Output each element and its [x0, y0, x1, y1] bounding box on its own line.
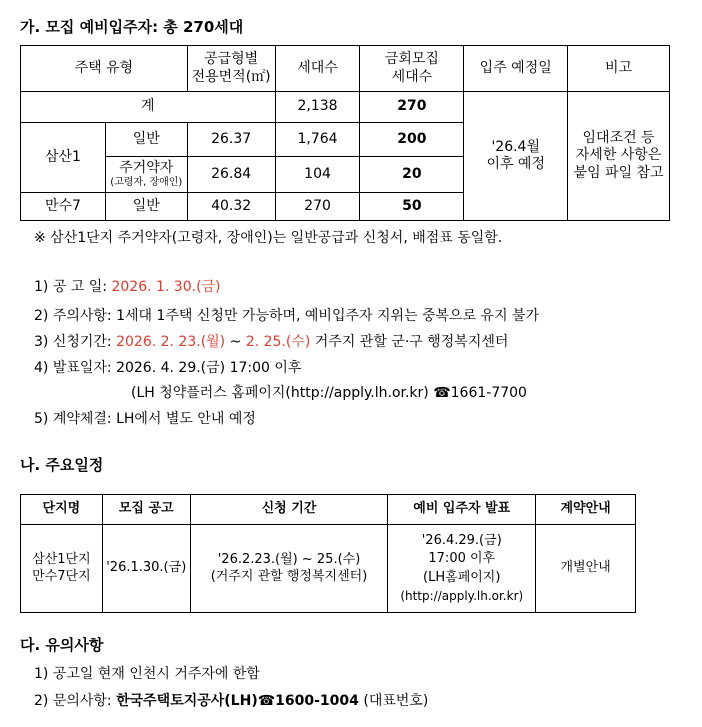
item-apply-label: 3) 신청기간: [34, 334, 117, 350]
move-in-line1: '26.4월 [491, 138, 540, 155]
recruitment-table [20, 45, 670, 221]
note-text: ※ 삼산1단지 주거약자(고령자, 장애인)는 일반공급과 신청서, 배점표 동일함. [34, 230, 503, 246]
row-units: 104 [275, 157, 360, 193]
sched-complex-line2: 만수7단지 [32, 568, 91, 584]
sched-complex-line1: 삼산1단지 [32, 552, 91, 568]
row-area: 40.32 [187, 193, 275, 221]
item-apply-place: 거주지 관할 군·구 행정복지센터 [310, 334, 509, 350]
caution-inquiry-phone: 한국주택토지공사(LH)☎1600-1004 [116, 693, 359, 709]
row-type-elderly [105, 157, 187, 193]
caution-item-2 [34, 690, 428, 710]
sched-contract: 개별안내 [536, 525, 636, 613]
row-recruit: 200 [360, 123, 464, 157]
remark-line1: 임대조건 등 [582, 129, 655, 146]
row-type-elderly-line2: (고령자, 장애인) [110, 177, 183, 188]
schedule-table [20, 494, 636, 613]
header-move-in: 입주 예정일 [464, 46, 568, 92]
table-header-row [21, 46, 670, 92]
header-area-line1: 공급형별 [204, 51, 259, 67]
sched-announce [388, 525, 536, 613]
item-notice-label: 1) 공 고 일: [34, 279, 112, 295]
schedule-row [21, 525, 636, 613]
move-in-date [464, 92, 568, 221]
sched-period [190, 525, 388, 613]
sched-header-announce: 예비 입주자 발표 [388, 495, 536, 525]
row-units: 270 [275, 193, 360, 221]
header-recruit [360, 46, 464, 92]
item-apply-period [34, 331, 508, 351]
total-units: 2,138 [275, 92, 360, 123]
total-label: 계 [21, 92, 276, 123]
row-type: 일반 [105, 123, 187, 157]
sched-complex [21, 525, 103, 613]
remark-line2: 자세한 사항은 [575, 147, 662, 164]
item-notice-value: 2026. 1. 30.(금) [111, 279, 221, 295]
complex-mansu7: 만수7 [21, 193, 106, 221]
item-apply-start: 2026. 2. 23.(월) [116, 334, 226, 350]
item-apply-tilde: ~ [225, 334, 246, 350]
table-row-total [21, 92, 670, 123]
header-area-line2: 전용면적(㎡) [191, 68, 271, 85]
item-apply-end: 2. 25.(수) [245, 334, 311, 350]
header-remark: 비고 [568, 46, 670, 92]
sched-period-line1: '26.2.23.(월) ~ 25.(수) [217, 552, 361, 568]
sched-header-period: 신청 기간 [190, 495, 388, 525]
section-b-title: 나. 주요일정 [20, 456, 104, 474]
sched-header-notice: 모집 공고 [102, 495, 190, 525]
row-type: 일반 [105, 193, 187, 221]
header-units: 세대수 [275, 46, 360, 92]
caution-inquiry-label: 2) 문의사항: [34, 693, 117, 709]
row-area: 26.37 [187, 123, 275, 157]
total-recruit: 270 [360, 92, 464, 123]
sched-announce-url: (http://apply.lh.or.kr) [400, 589, 524, 604]
header-area [187, 46, 275, 92]
row-type-elderly-line1: 주거약자 [119, 159, 174, 176]
item-notice-date [34, 276, 221, 296]
sched-announce-line2: 17:00 이후 [428, 551, 496, 567]
item-announce-sub: (LH 청약플러스 홈페이지(http://apply.lh.or.kr) ☎1661-7700 [131, 385, 527, 401]
complex-samsan1: 삼산1 [21, 123, 106, 193]
row-recruit: 20 [360, 157, 464, 193]
section-a-title: 가. 모집 예비입주자: 총 270세대 [20, 18, 244, 36]
sched-header-complex: 단지명 [21, 495, 103, 525]
sched-announce-line1: '26.4.29.(금) [421, 532, 502, 548]
row-units: 1,764 [275, 123, 360, 157]
header-recruit-line2: 세대수 [391, 68, 433, 85]
caution-inquiry-suffix: (대표번호) [358, 693, 429, 709]
header-type: 주택 유형 [21, 46, 188, 92]
row-recruit: 50 [360, 193, 464, 221]
header-recruit-line1: 금회모집 [384, 51, 439, 67]
sched-period-line2: (거주지 관할 행정복지센터) [210, 568, 368, 584]
sched-announce-line3: (LH홈페이지) [423, 570, 501, 586]
move-in-line2: 이후 예정 [486, 156, 545, 172]
row-area: 26.84 [187, 157, 275, 193]
item-contract: 5) 계약체결: LH에서 별도 안내 예정 [34, 411, 256, 427]
caution-item-1: 1) 공고일 현재 인천시 거주자에 한함 [34, 666, 260, 682]
sched-header-contract: 계약안내 [536, 495, 636, 525]
item-announce: 4) 발표일자: 2026. 4. 29.(금) 17:00 이후 [34, 360, 302, 376]
remark-cell [568, 92, 670, 221]
schedule-header-row [21, 495, 636, 525]
section-c-title: 다. 유의사항 [20, 636, 104, 654]
sched-notice: '26.1.30.(금) [102, 525, 190, 613]
item-caution: 2) 주의사항: 1세대 1주택 신청만 가능하며, 예비입주자 지위는 중복으로 유지 불가 [34, 308, 540, 324]
remark-line3: 붙임 파일 참고 [573, 164, 664, 181]
